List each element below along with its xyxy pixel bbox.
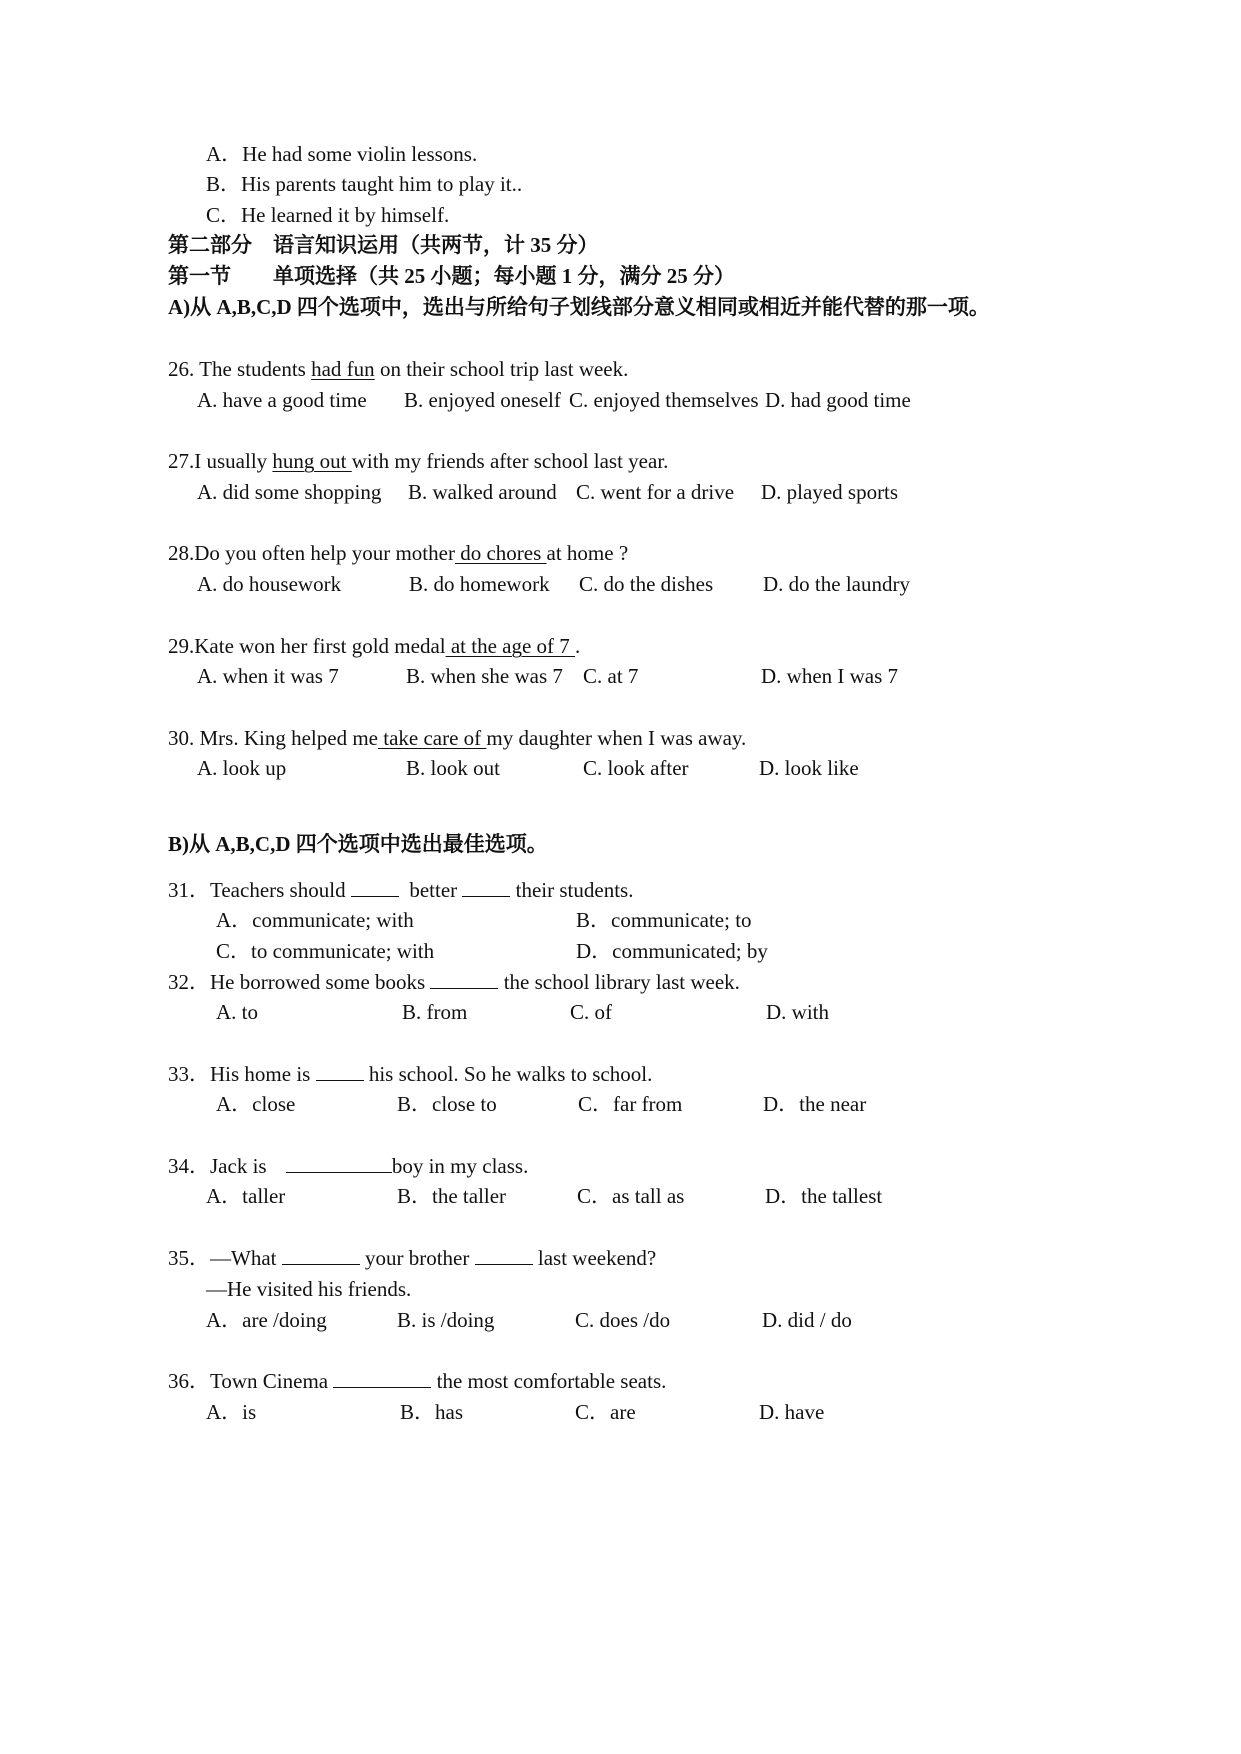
q34-option-a: A．taller <box>206 1184 286 1208</box>
q35-answer-line: —He visited his friends. <box>206 1277 412 1301</box>
underlined-phrase: do chores <box>454 541 547 565</box>
answer-blank <box>316 1062 364 1081</box>
q29-option-d: D. when I was 7 <box>761 664 899 688</box>
q34-option-d: D．the tallest <box>765 1184 883 1208</box>
q27-option-c: C. went for a drive <box>576 480 735 504</box>
answer-blank <box>462 878 510 897</box>
question-33: 33．His home is his school. So he walks to school. <box>168 1062 653 1086</box>
q27-option-d: D. played sports <box>761 480 899 504</box>
q30-option-d: D. look like <box>759 756 859 780</box>
question-29: 29.Kate won her first gold medal at the age of 7 . <box>168 634 581 658</box>
q28-option-d: D. do the laundry <box>763 572 910 596</box>
q36-option-a: A．is <box>206 1400 257 1424</box>
q33-option-d: D．the near <box>763 1092 867 1116</box>
q35-option-c: C. does /do <box>575 1308 671 1332</box>
underlined-phrase: at the age of 7 <box>445 634 576 658</box>
underlined-phrase: hung out <box>272 449 352 473</box>
q33-option-c: C．far from <box>578 1092 683 1116</box>
question-34: 34．Jack is boy in my class. <box>168 1154 529 1178</box>
q31-option-a: A．communicate; with <box>216 908 414 932</box>
answer-blank <box>475 1246 533 1265</box>
question-26: 26. The students had fun on their school trip last week. <box>168 357 629 381</box>
q36-option-c: C．are <box>575 1400 636 1424</box>
part-a-instruction: A)从 A,B,C,D 四个选项中，选出与所给句子划线部分意义相同或相近并能代替的那一项。 <box>168 295 990 319</box>
q32-option-a: A. to <box>216 1000 258 1024</box>
q30-option-c: C. look after <box>583 756 689 780</box>
q30-option-a: A. look up <box>197 756 287 780</box>
section1-title: 第一节 单项选择（共 25 小题；每小题 1 分，满分 25 分） <box>168 264 735 288</box>
answer-blank <box>286 1154 392 1173</box>
underlined-phrase: had fun <box>311 357 375 381</box>
q28-option-c: C. do the dishes <box>579 572 714 596</box>
q36-option-d: D. have <box>759 1400 825 1424</box>
q30-option-b: B. look out <box>406 756 500 780</box>
q35-option-b: B. is /doing <box>397 1308 495 1332</box>
q33-option-b: B．close to <box>397 1092 497 1116</box>
q32-option-b: B. from <box>402 1000 468 1024</box>
q28-option-a: A. do housework <box>197 572 342 596</box>
question-31: 31．Teachers should better their students. <box>168 878 634 902</box>
q29-option-a: A. when it was 7 <box>197 664 339 688</box>
q29-option-c: C. at 7 <box>583 664 639 688</box>
underlined-phrase: take care of <box>377 726 487 750</box>
answer-blank <box>333 1369 431 1388</box>
q34-option-b: B．the taller <box>397 1184 507 1208</box>
prev-option-b: B．His parents taught him to play it.. <box>206 172 523 196</box>
q26-option-c: C. enjoyed themselves <box>569 388 759 412</box>
prev-option-a: A．He had some violin lessons. <box>206 142 478 166</box>
answer-blank <box>351 878 399 897</box>
question-28: 28.Do you often help your mother do chores at home ? <box>168 541 629 565</box>
q27-option-a: A. did some shopping <box>197 480 382 504</box>
q32-option-d: D. with <box>766 1000 829 1024</box>
q26-option-a: A. have a good time <box>197 388 367 412</box>
q32-option-c: C. of <box>570 1000 612 1024</box>
q26-option-b: B. enjoyed oneself <box>404 388 561 412</box>
part2-title: 第二部分 语言知识运用（共两节，计 35 分） <box>168 233 599 257</box>
part-b-instruction: B)从 A,B,C,D 四个选项中选出最佳选项。 <box>168 832 548 856</box>
answer-blank <box>282 1246 360 1265</box>
q33-option-a: A．close <box>216 1092 296 1116</box>
question-32: 32．He borrowed some books the school library last week. <box>168 970 740 994</box>
q28-option-b: B. do homework <box>409 572 550 596</box>
q26-option-d: D. had good time <box>765 388 911 412</box>
q34-option-c: C．as tall as <box>577 1184 685 1208</box>
q31-option-c: C．to communicate; with <box>216 939 435 963</box>
q31-option-b: B．communicate; to <box>576 908 752 932</box>
answer-blank <box>430 970 498 989</box>
q35-option-d: D. did / do <box>762 1308 852 1332</box>
q36-option-b: B．has <box>400 1400 463 1424</box>
question-30: 30. Mrs. King helped me take care of my daughter when I was away. <box>168 726 747 750</box>
q27-option-b: B. walked around <box>408 480 557 504</box>
question-36: 36．Town Cinema the most comfortable seats. <box>168 1369 667 1393</box>
question-27: 27.I usually hung out with my friends after school last year. <box>168 449 669 473</box>
q31-option-d: D．communicated; by <box>576 939 768 963</box>
question-35: 35．—What your brother last weekend? <box>168 1246 657 1270</box>
q35-option-a: A．are /doing <box>206 1308 327 1332</box>
prev-option-c: C．He learned it by himself. <box>206 203 450 227</box>
q29-option-b: B. when she was 7 <box>406 664 563 688</box>
